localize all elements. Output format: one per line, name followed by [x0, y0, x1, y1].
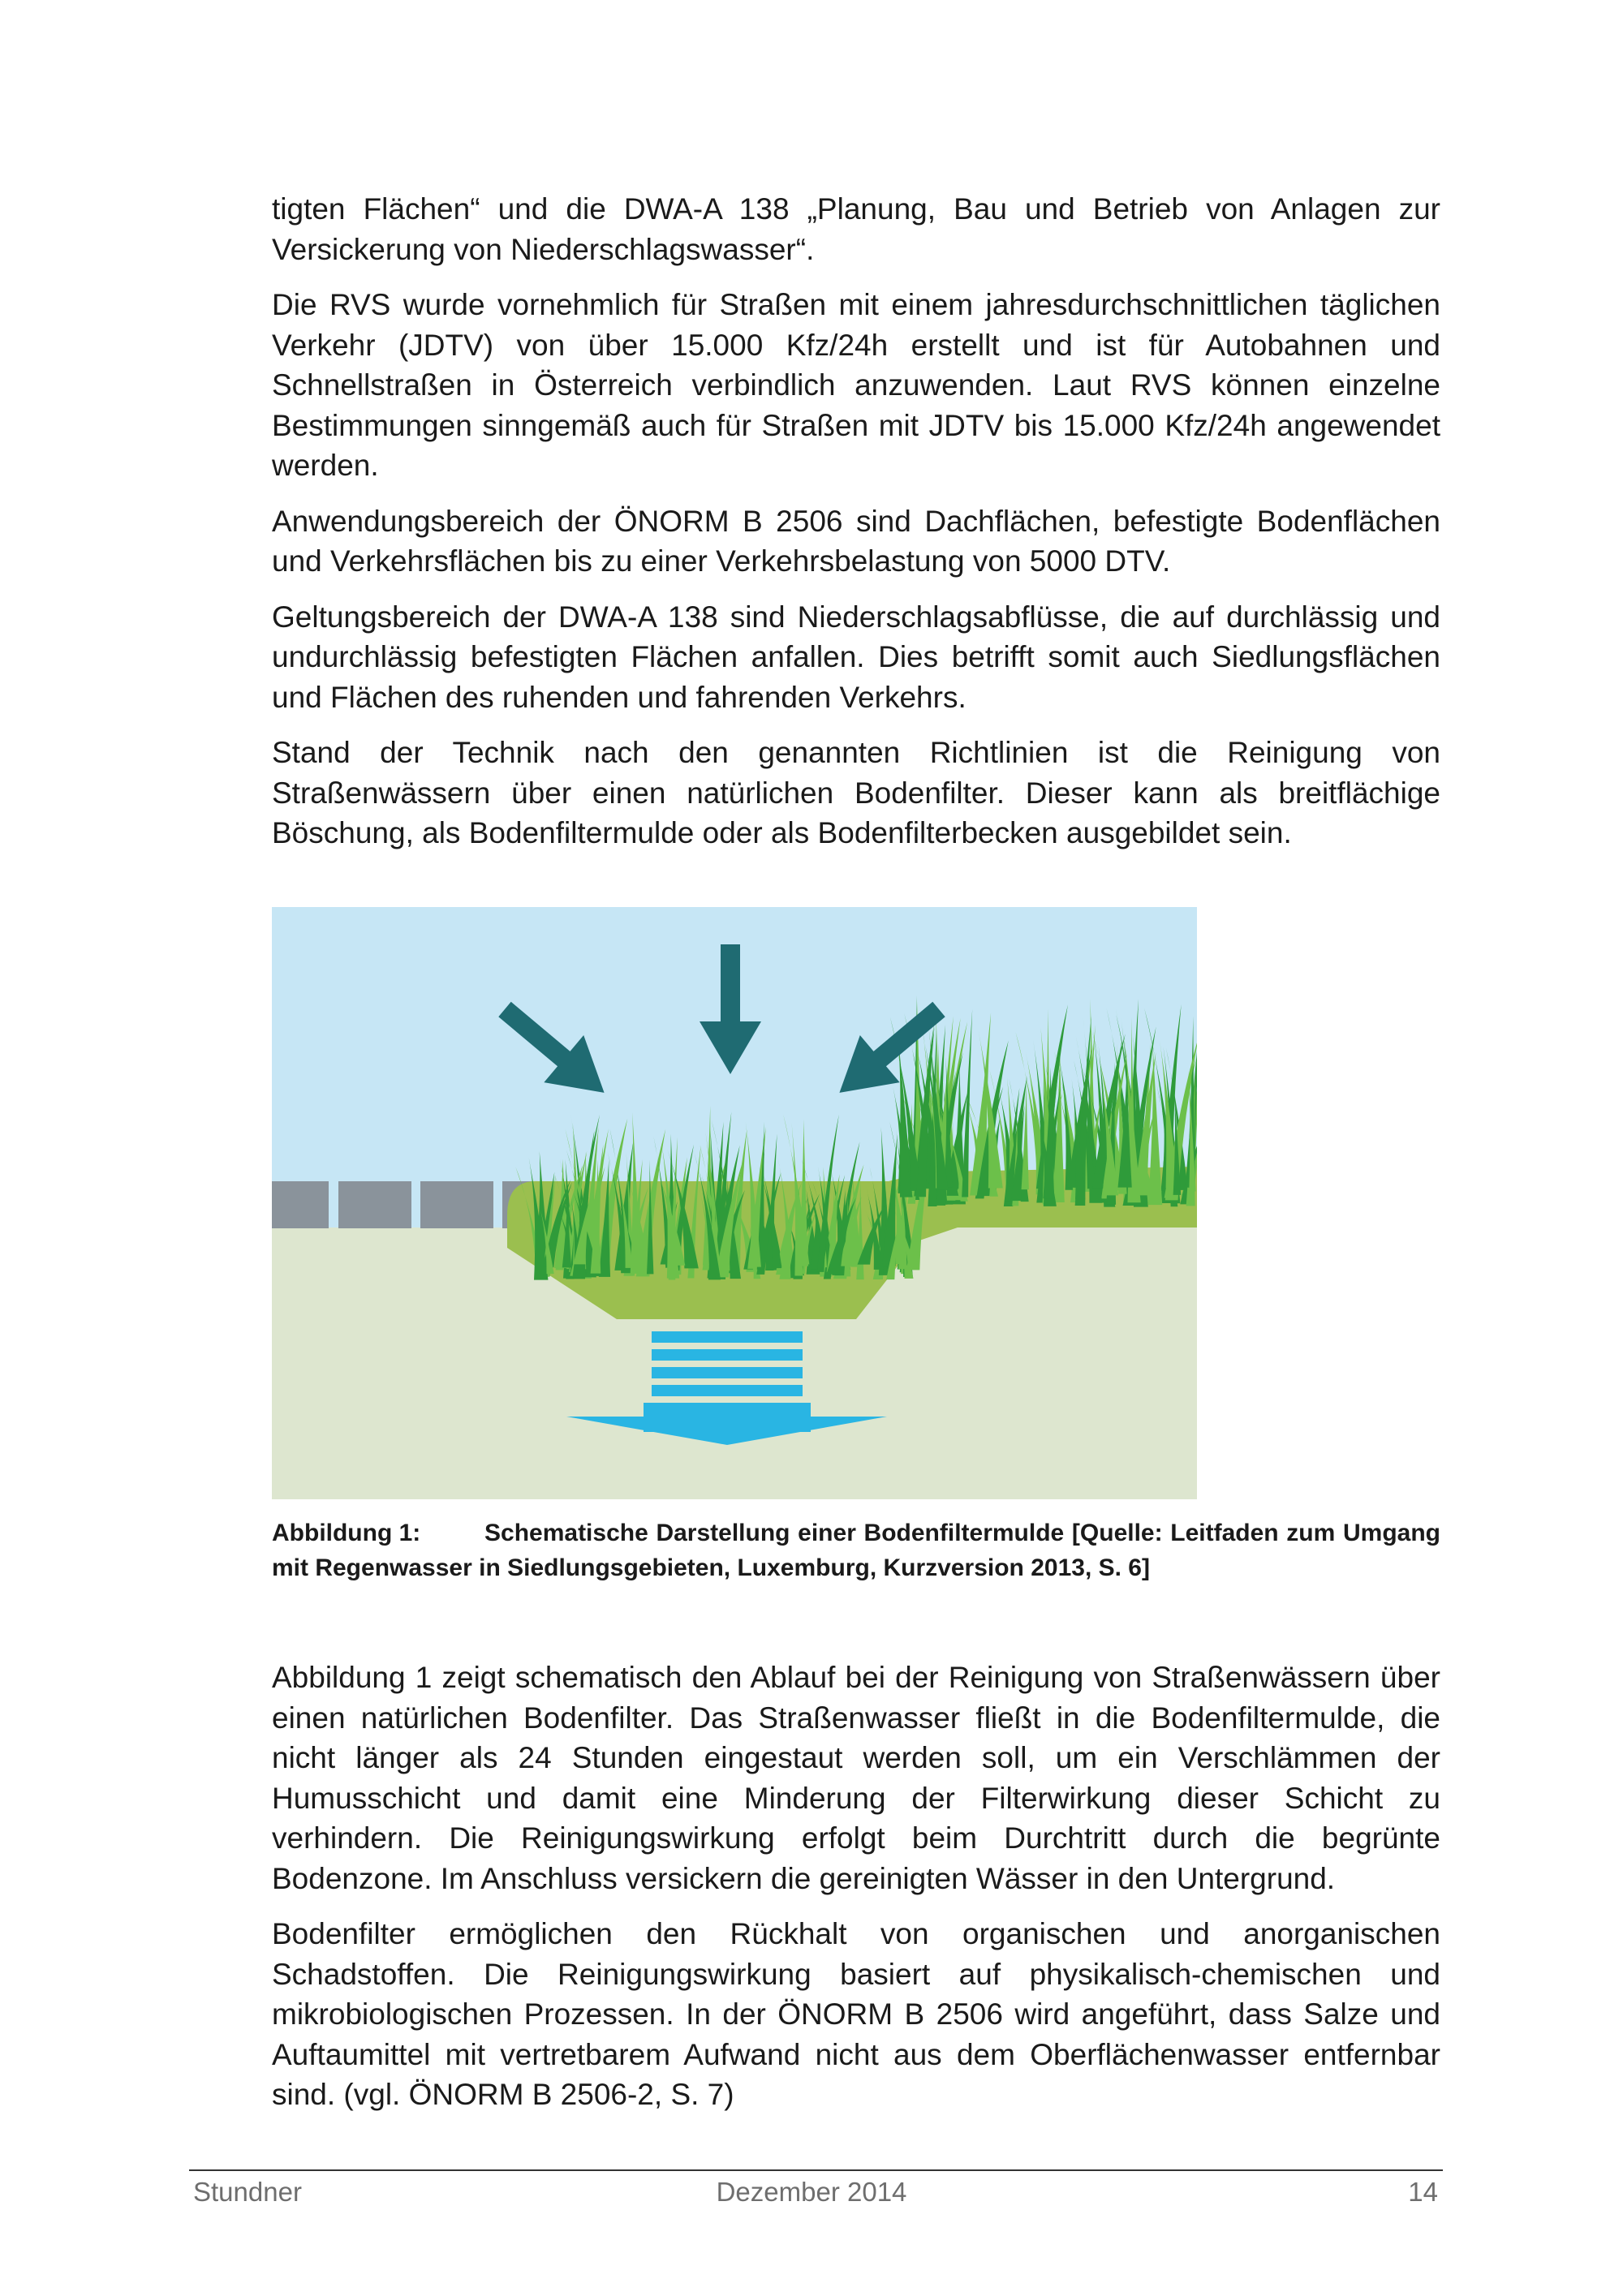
paragraph: tigten Flächen“ und die DWA-A 138 „Planung, Bau und Betrieb von Anlagen zur Versickerung von Niederschlagswasser“. — [272, 192, 1440, 266]
footer-date: Dezember 2014 — [716, 2177, 907, 2207]
bodenfiltermulde-illustration — [272, 907, 1197, 1499]
figure-svg — [272, 907, 1197, 1499]
paragraph: Geltungsbereich der DWA-A 138 sind Niederschlagsabflüsse, die auf durchlässig und undurchlässig befestigten Flächen anfallen. Dies betrifft somit auch Siedlungsflächen und Flächen des ruhenden und fahrenden Verkehrs. — [272, 600, 1440, 714]
caption-label: Abbildung 1: — [272, 1520, 421, 1546]
paragraph: Abbildung 1 zeigt schematisch den Ablauf bei der Reinigung von Straßenwässern über einen natürlichen Bodenfilter. Das Straßenwasser fließt in die Bodenfiltermulde, die nicht länger als 24 Stunden eingestaut werden soll, um ein Verschlämmen der Humusschicht und damit eine Minderung der Filterwirkung dieser Schicht zu verhindern. Die Reinigungswirkung erfolgt beim Durchtritt durch die begrünte Bodenzone. Im Anschluss versickern die gereinigten Wässer in den Untergrund. — [272, 1661, 1440, 1895]
body-text-bottom — [272, 1658, 1440, 2130]
caption-text: Schematische Darstellung einer Bodenfiltermulde [Quelle: Leitfaden zum Umgang mit Regenwasser in Siedlungsgebieten, Luxemburg, Kurzversion 2013, S. 6] — [272, 1520, 1440, 1581]
paragraph: Die RVS wurde vornehmlich für Straßen mit einem jahresdurchschnittlichen täglichen Verkehr (JDTV) von über 15.000 Kfz/24h erstellt und ist für Autobahnen und Schnellstraßen in Österreich verbindlich anzuwenden. Laut RVS können einzelne Bestimmungen sinngemäß auch für Straßen mit JDTV bis 15.000 Kfz/24h angewendet werden. — [272, 288, 1440, 482]
footer-author: Stundner — [193, 2177, 302, 2207]
paragraph: Bodenfilter ermöglichen den Rückhalt von organischen und anorganischen Schadstoffen. Die Reinigungswirkung basiert auf physikalisch-chemischen und mikrobiologischen Prozessen. In der ÖNORM B 2506 wird angeführt, dass Salze und Auftaumittel mit vertretbarem Aufwand nicht aus dem Oberflächenwasser entfernbar sind. (vgl. ÖNORM B 2506-2, S. 7) — [272, 1917, 1440, 2111]
paragraph: Stand der Technik nach den genannten Richtlinien ist die Reinigung von Straßenwässern über einen natürlichen Bodenfilter. Dieser kann als breitflächige Böschung, als Bodenfiltermulde oder als Bodenfilterbecken ausgebildet sein. — [272, 736, 1440, 849]
footer-divider — [189, 2169, 1443, 2171]
paragraph: Anwendungsbereich der ÖNORM B 2506 sind Dachflächen, befestigte Bodenflächen und Verkehrsflächen bis zu einer Verkehrsbelastung von 5000 DTV. — [272, 504, 1440, 578]
body-text-top — [272, 189, 1440, 869]
figure-caption — [272, 1516, 1440, 1585]
page-number: 14 — [1408, 2177, 1438, 2207]
